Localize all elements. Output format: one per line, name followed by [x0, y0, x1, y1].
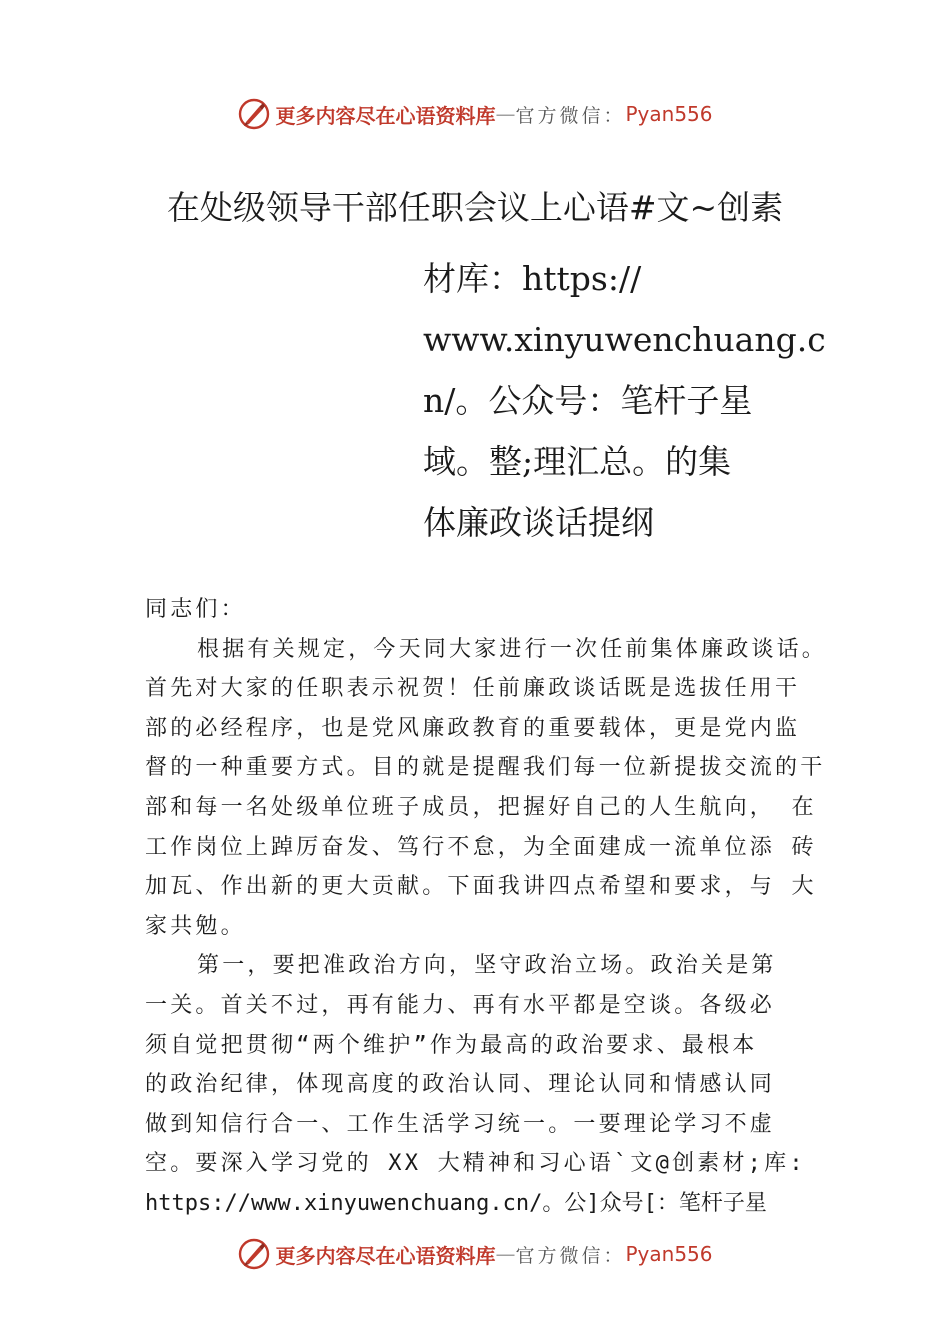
banner-separator: — — [495, 1242, 516, 1266]
body-line: 根据有关规定，今天同大家进行一次任前集体廉政谈话。 — [197, 636, 828, 662]
body-line: 的政治纪律，体现高度的政治认同、理论认同和情感认同 — [145, 1072, 776, 1098]
body-line: 工作岗位上踔厉奋发、笃行不怠，为全面建成一流单位添 砖 — [145, 834, 817, 860]
title-line: 材库：https:// — [423, 259, 642, 298]
footer-watermark-banner — [0, 1234, 950, 1274]
banner-wechat-id: Pyan556 — [625, 102, 713, 126]
body-line: 须自觉把贯彻“两个维护”作为最高的政治要求、最根本 — [145, 1032, 758, 1058]
body-line: 做到知信行合一、工作生活学习统一。一要理论学习不虚 — [145, 1111, 776, 1137]
body-line: https://www.xinyuwenchuang.cn/。公]众号[：笔杆子星 — [145, 1190, 767, 1216]
body-line: 部的必经程序，也是党风廉政教育的重要载体，更是党内监 — [145, 715, 801, 741]
body-line: 部和每一名处级单位班子成员，把握好自己的人生航向， 在 — [145, 794, 817, 820]
title-line: 体廉政谈话提纲 — [423, 503, 654, 542]
title-line: www.xinyuwenchuang.c — [423, 320, 826, 359]
header-watermark-banner — [0, 94, 950, 134]
body-line: 加瓦、作出新的更大贡献。下面我讲四点希望和要求，与 大 — [145, 874, 817, 900]
body-line: 督的一种重要方式。目的就是提醒我们每一位新提拔交流的干 — [145, 755, 826, 781]
banner-separator: — — [495, 102, 516, 126]
banner-wechat-label: 官方微信： — [515, 104, 626, 127]
document-title-line-1: 在处级领导干部任职会议上心语#文~创素 — [166, 188, 784, 227]
body-line: 家共勉。 — [145, 913, 246, 939]
salutation: 同志们： — [145, 597, 246, 622]
pen-logo-icon — [237, 97, 271, 131]
banner-wechat-label: 官方微信： — [515, 1244, 626, 1267]
title-line: 域。整;理汇总。的集 — [423, 442, 732, 481]
banner-text: 更多内容尽在心语资料库 — [275, 103, 496, 128]
banner-text: 更多内容尽在心语资料库 — [275, 1243, 496, 1268]
body-line: 空。要深入学习党的 XX 大精神和习心语`文@创素材;库: — [145, 1151, 806, 1177]
body-line: 首先对大家的任职表示祝贺！任前廉政谈话既是选拔任用干 — [145, 676, 801, 702]
banner-wechat-id: Pyan556 — [625, 1242, 713, 1266]
document-title-continuation — [423, 248, 826, 553]
body-line: 一关。首关不过，再有能力、再有水平都是空谈。各级必 — [145, 992, 776, 1018]
document-body — [145, 590, 835, 1224]
body-line: 第一，要把准政治方向，坚守政治立场。政治关是第 — [197, 953, 777, 979]
pen-logo-icon — [237, 1237, 271, 1271]
title-line: n/。公众号：笔杆子星 — [423, 381, 753, 420]
